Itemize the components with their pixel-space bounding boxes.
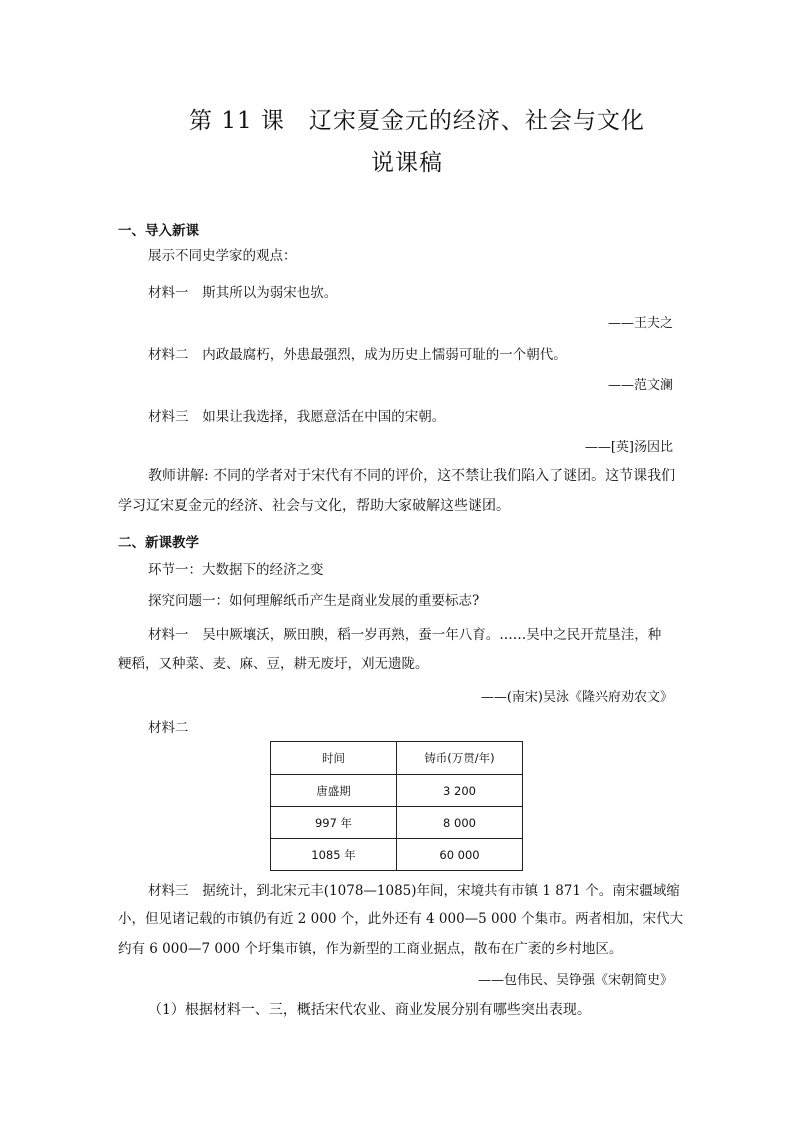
material-text: 内政最腐朽，外患最强烈，成为历史上懦弱可耻的一个朝代。 xyxy=(202,347,567,363)
inquiry-question-one: 探究问题一：如何理解纸币产生是商业发展的重要标志? xyxy=(148,593,480,609)
table-cell: 997 年 xyxy=(271,807,397,839)
table-header-cell: 时间 xyxy=(271,742,397,775)
table-row xyxy=(271,775,523,807)
quote-source-1: ——王夫之 xyxy=(607,316,673,331)
table-header-row xyxy=(271,742,523,775)
table-row xyxy=(271,839,523,871)
table-cell: 唐盛期 xyxy=(271,775,397,807)
link-one-title: 环节一：大数据下的经济之变 xyxy=(148,562,324,578)
material-label: 材料三 xyxy=(148,409,189,425)
material-text: 吴中厥壤沃，厥田腴，稻一岁再熟，蚕一年八育。……吴中之民开荒垦洼，种 xyxy=(202,627,662,643)
coinage-table xyxy=(270,741,523,871)
econ-material-3-source: ——包伟民、吴铮强《宋朝简史》 xyxy=(477,973,673,988)
material-text: 如果让我选择，我愿意活在中国的宋朝。 xyxy=(202,409,446,425)
lesson-title: 第 11 课 辽宋夏金元的经济、社会与文化 xyxy=(189,108,645,134)
table-header-cell: 铸币(万贯/年) xyxy=(397,742,523,775)
quote-material-1 xyxy=(148,281,337,301)
econ-material-3-line1 xyxy=(148,879,680,899)
table-cell: 3 200 xyxy=(397,775,523,807)
econ-material-1-line1 xyxy=(148,623,661,643)
table-cell: 8 000 xyxy=(397,807,523,839)
teacher-explanation-line1: 教师讲解: 不同的学者对于宋代有不同的评价，这不禁让我们陷入了谜团。这节课我们 xyxy=(148,468,676,484)
material-label: 材料二 xyxy=(148,347,189,363)
quote-source-3: ——[英]汤因比 xyxy=(584,440,673,455)
econ-material-1-source: ——(南宋)吴泳《隆兴府劝农文》 xyxy=(480,690,673,705)
section1-heading: 一、导入新课 xyxy=(118,223,199,239)
question-1: （1）根据材料一、三，概括宋代农业、商业发展分别有哪些突出表现。 xyxy=(148,1002,591,1018)
quote-material-3 xyxy=(148,405,445,425)
quote-source-2: ——范文澜 xyxy=(607,378,673,393)
econ-material-1-line2: 粳稻，又种菜、麦、麻、豆，耕无废圩，刈无遗陇。 xyxy=(118,656,429,672)
econ-material-3-line2: 小，但见诸记载的市镇仍有近 2 000 个，此外还有 4 000—5 000 个集市。两者相加，宋代大 xyxy=(118,911,684,927)
material-2-label: 材料二 xyxy=(148,720,189,736)
material-text: 斯其所以为弱宋也欤。 xyxy=(202,285,338,301)
quote-material-2 xyxy=(148,343,567,363)
material-label: 材料三 xyxy=(148,883,189,899)
section1-intro: 展示不同史学家的观点： xyxy=(148,248,297,264)
teacher-explanation-line2: 学习辽宋夏金元的经济、社会与文化，帮助大家破解这些谜团。 xyxy=(118,498,510,514)
table-row xyxy=(271,807,523,839)
table-cell: 60 000 xyxy=(397,839,523,871)
material-label: 材料一 xyxy=(148,285,189,301)
econ-material-3-line3: 约有 6 000—7 000 个圩集市镇，作为新型的工商业据点，散布在广袤的乡村地区。 xyxy=(118,941,623,957)
material-text: 据统计，到北宋元丰(1078—1085)年间，宋境共有市镇 1 871 个。南宋疆域缩 xyxy=(202,883,680,899)
material-label: 材料一 xyxy=(148,627,189,643)
section2-heading: 二、新课教学 xyxy=(118,535,199,551)
table-cell: 1085 年 xyxy=(271,839,397,871)
lesson-subtitle: 说课稿 xyxy=(371,150,443,176)
